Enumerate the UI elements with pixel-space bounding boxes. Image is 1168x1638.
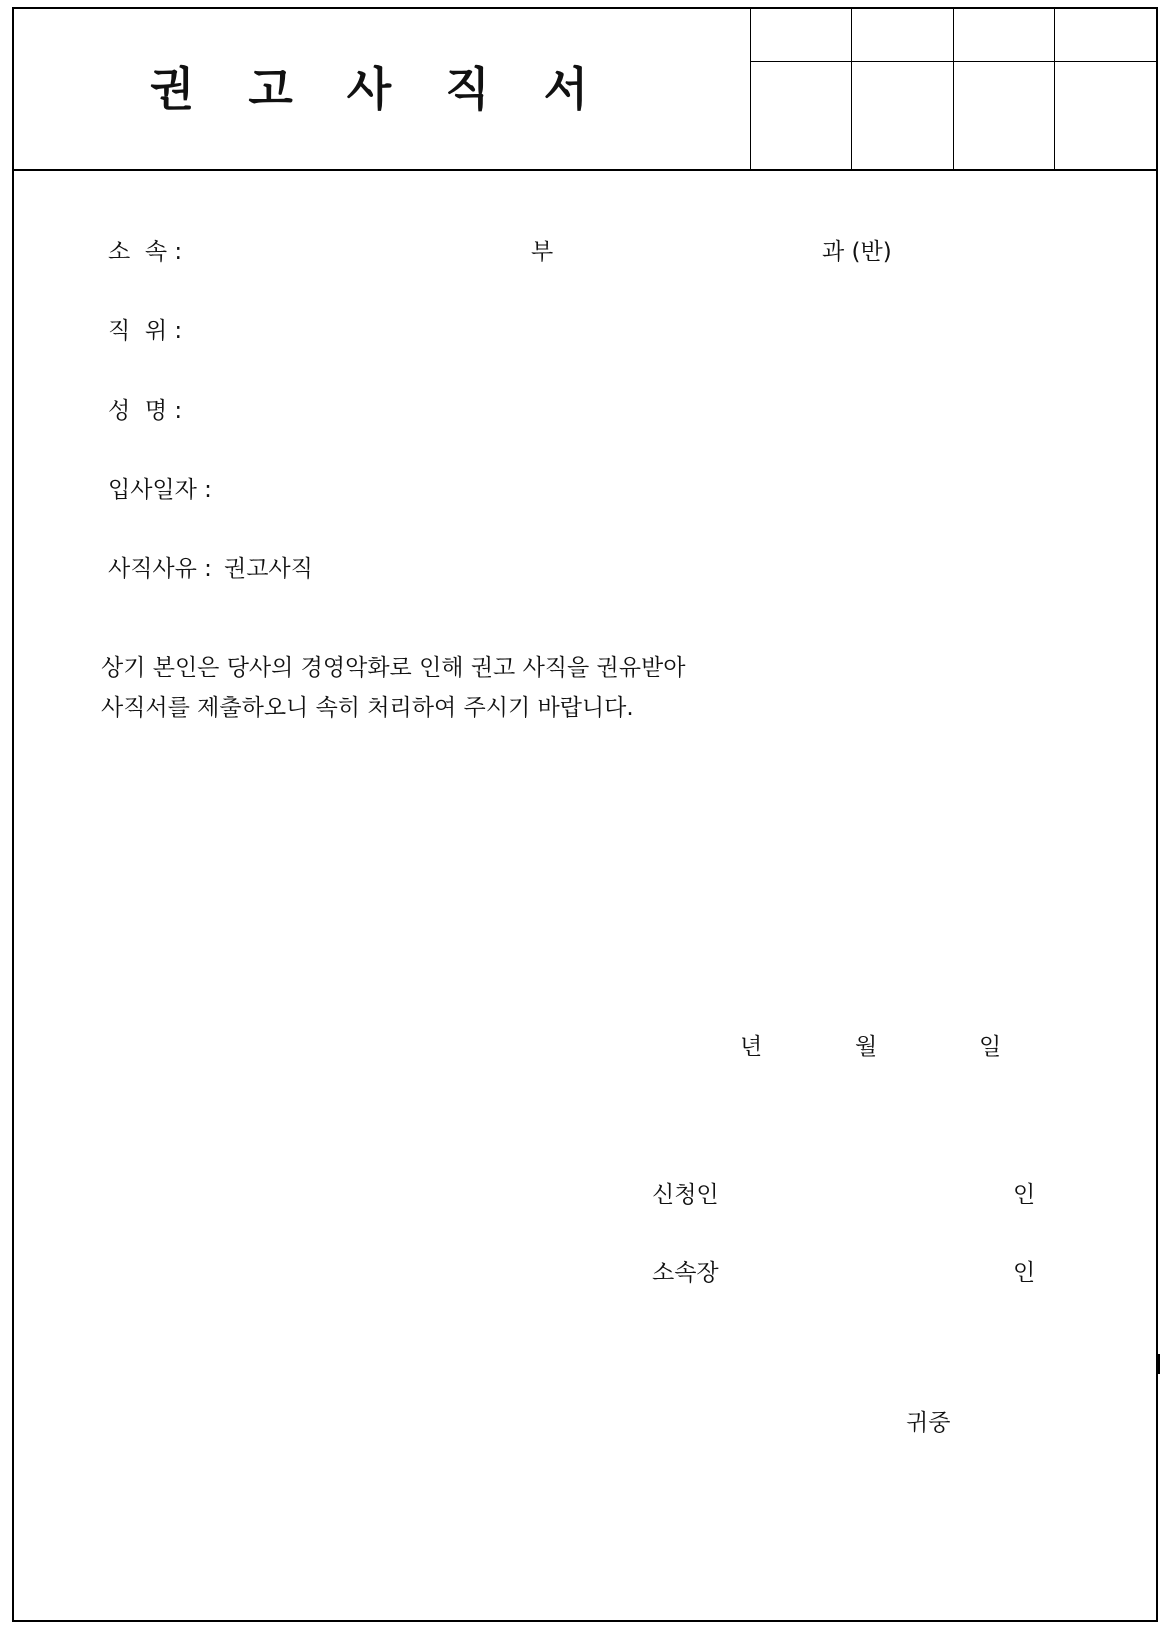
position-label: 직 위 : — [108, 318, 183, 344]
applicant-seal: 인 — [1013, 1182, 1036, 1208]
approval-head-cell-3 — [953, 9, 1054, 62]
reason-row — [108, 554, 313, 584]
document-header — [14, 9, 1156, 171]
approval-head-cell-1 — [751, 9, 852, 62]
affiliation-label: 소 속 : — [108, 239, 183, 265]
document-title — [14, 9, 750, 169]
supervisor-seal: 인 — [1013, 1260, 1036, 1286]
approval-sign-cell-2 — [852, 62, 953, 170]
title-char-5: 서 — [543, 62, 643, 116]
title-char-2: 고 — [248, 62, 347, 116]
date-month-label: 월 — [855, 1034, 878, 1060]
section-suffix: 과 (반) — [822, 239, 892, 265]
approval-sign-cell-4 — [1055, 62, 1156, 170]
date-day-label: 일 — [979, 1034, 1002, 1060]
document-frame — [12, 7, 1158, 1622]
supervisor-label: 소속장 — [652, 1260, 719, 1286]
title-char-3: 사 — [346, 62, 446, 116]
statement — [101, 648, 685, 728]
statement-line-1: 상기 본인은 당사의 경영악화로 인해 권고 사직을 권유받아 — [101, 655, 686, 681]
approval-box — [750, 9, 1156, 169]
department-suffix: 부 — [531, 239, 554, 265]
statement-line-2: 사직서를 제출하오니 속히 처리하여 주시기 바랍니다. — [101, 695, 634, 721]
join-date-label: 입사일자 : — [108, 477, 212, 503]
reason-label: 사직사유 : — [108, 556, 212, 582]
reason-value: 권고사직 — [224, 556, 313, 582]
approval-sign-cell-3 — [953, 62, 1054, 170]
name-label: 성 명 : — [108, 398, 183, 424]
date-year-label: 년 — [740, 1034, 763, 1060]
approval-head-cell-2 — [852, 9, 953, 62]
recipient-label: 귀중 — [906, 1410, 951, 1436]
applicant-label: 신청인 — [652, 1182, 719, 1208]
approval-head-cell-4 — [1055, 9, 1156, 62]
title-char-1: 권 — [149, 62, 249, 116]
approval-sign-cell-1 — [751, 62, 852, 170]
text-cursor — [1157, 1354, 1160, 1374]
title-char-4: 직 — [445, 62, 544, 116]
